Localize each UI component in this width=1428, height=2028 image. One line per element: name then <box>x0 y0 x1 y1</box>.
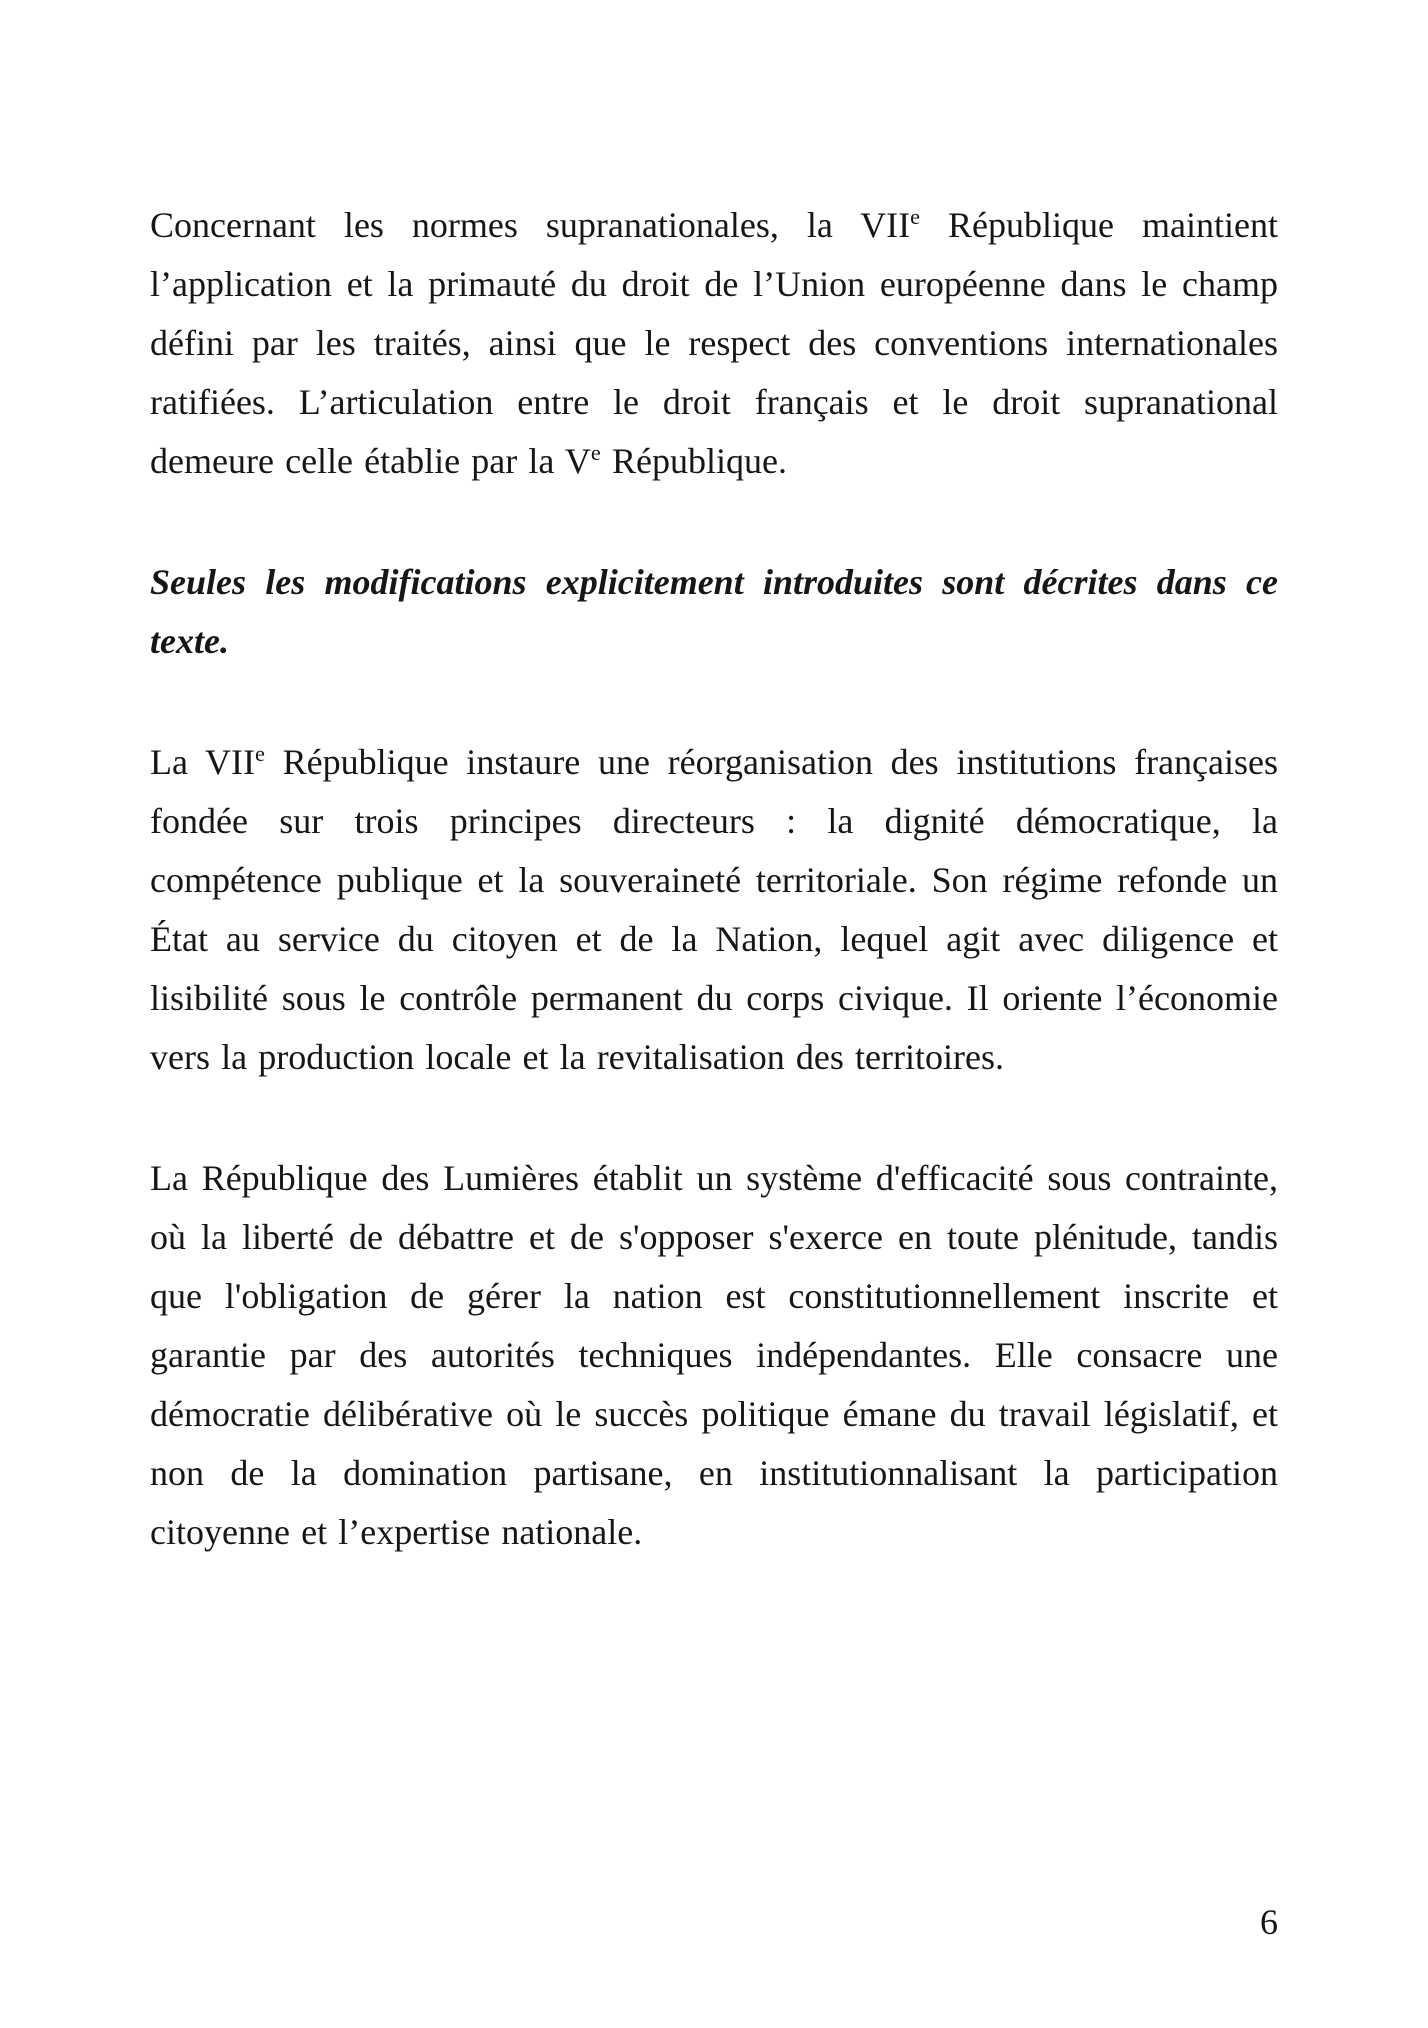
page-number: 6 <box>1260 1902 1278 1942</box>
text-run: République instaure une réorganisation des institutions françaises fondée sur trois principes directeurs : la dignité démocratique, la compétence publique et la souveraineté territoriale. Son régime refonde un État au service du citoyen et de la Nation, lequel agit avec diligence et lisibilité sous le contrôle permanent du corps civique. Il oriente l’économie vers la production locale et la revitalisation des territoires. <box>150 742 1279 1077</box>
ordinal-superscript: e <box>255 741 265 766</box>
text-run: La République des Lumières établit un système d'efficacité sous contrainte, où la liberté de débattre et de s'opposer s'exerce en toute plénitude, tandis que l'obligation de gérer la nation est constitutionnellement inscrite et garantie par des autorités techniques indépendantes. Elle consacre une démocratie délibérative où le succès politique émane du travail législatif, et non de la domination partisane, en institutionnalisant la participation citoyenne et l’expertise nationale. <box>150 1158 1278 1552</box>
paragraph <box>150 196 1278 491</box>
text-run: République. <box>600 441 787 481</box>
text-run: Seules les modifications explicitement introduites sont décrites dans ce texte. <box>150 562 1278 661</box>
ordinal-superscript: e <box>590 440 601 465</box>
text-run: République maintient l’application et la primauté du droit de l’Union européenne dans le champ défini par les traités, ainsi que le respect des conventions internationales ratifiées. L’articulation entre le droit français et le droit supranational demeure celle établie par la V <box>150 205 1278 481</box>
text-run: Concernant les normes supranationales, la VII <box>150 205 911 245</box>
text-run: La VII <box>150 742 256 782</box>
paragraph <box>150 733 1278 1087</box>
paragraph <box>150 553 1278 671</box>
text-content <box>150 196 1278 1562</box>
paragraph <box>150 1149 1278 1562</box>
ordinal-superscript: e <box>910 204 921 229</box>
